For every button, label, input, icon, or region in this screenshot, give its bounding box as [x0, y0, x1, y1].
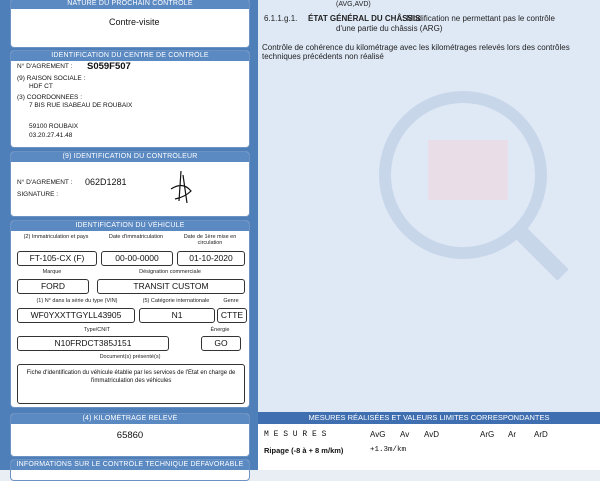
nature-value: Contre-visite	[109, 17, 160, 27]
raison-value: HDF CT	[29, 83, 53, 90]
right-column	[258, 0, 600, 470]
designation-value: TRANSIT CUSTOM	[97, 279, 245, 294]
col-arg: ArG	[480, 430, 495, 439]
marque-value: FORD	[17, 279, 89, 294]
col-avg: AvG	[370, 430, 386, 439]
item-text1: : Modification ne permettant pas le contrôle	[402, 14, 555, 23]
mesures-header: MESURES RÉALISÉES ET VALEURS LIMITES CORRESPONDANTES	[258, 412, 600, 424]
note-line1: Contrôle de cohérence du kilométrage avec les kilométrages relevés lors des contrôles	[262, 43, 570, 52]
col-av: Av	[400, 430, 410, 439]
immat-value: FT-105-CX (F)	[17, 251, 97, 266]
centre-panel	[10, 50, 250, 148]
vin-label: (1) N° dans la série du type (VIN)	[36, 298, 118, 304]
vehicule-panel	[10, 220, 250, 408]
top-partial-text: (AVG,AVD)	[336, 1, 371, 8]
centre-agrement-value: S059F507	[87, 61, 131, 72]
designation-label: Désignation commerciale	[139, 269, 201, 275]
docs-text: Fiche d'identification du véhicule établie par les services de l'Etat en charge de l'immatriculation des véhicules	[17, 364, 245, 404]
date-first-label: Date de 1ère mise en circulation	[183, 234, 237, 246]
nature-panel	[10, 0, 250, 48]
energie-label: Énergie	[210, 327, 230, 333]
col-ar: Ar	[508, 430, 516, 439]
controleur-header: (9) IDENTIFICATION DU CONTRÔLEUR	[11, 152, 249, 162]
ripage-value: +1.3m/km	[370, 446, 407, 454]
left-column	[0, 0, 258, 470]
immat-label: (2) Immatriculation et pays	[23, 234, 89, 240]
address-line1: 7 BIS RUE ISABEAU DE ROUBAIX	[29, 102, 133, 109]
col-avd: AvD	[424, 430, 439, 439]
item-code: 6.1.1.g.1.	[264, 14, 298, 23]
genre-label: Genre	[223, 298, 239, 304]
mesures-table	[258, 424, 600, 470]
signature-label: SIGNATURE :	[17, 191, 59, 198]
date-immat-label: Date d'immatriculation	[108, 234, 164, 240]
genre-value: CTTE	[217, 308, 247, 323]
centre-agrement-label: N° D'AGREMENT :	[17, 63, 73, 70]
date-immat-value: 00-00-0000	[101, 251, 173, 266]
controleur-panel	[10, 151, 250, 217]
coord-label: (3) COORDONNEES :	[17, 94, 83, 101]
col-ard: ArD	[534, 430, 548, 439]
energie-value: GO	[201, 336, 241, 351]
signature-image	[161, 167, 201, 207]
docs-label: Document(s) présenté(s)	[99, 354, 161, 360]
categorie-label: (5) Catégorie internationale	[142, 298, 210, 304]
ripage-label: Ripage (-8 à + 8 m/km)	[264, 446, 344, 455]
marque-label: Marque	[42, 269, 62, 275]
kilometrage-panel	[10, 413, 250, 457]
type-value: N10FRDCT385J151	[17, 336, 169, 351]
controleur-agrement-label: N° D'AGREMENT :	[17, 179, 73, 186]
vin-value: WF0YXXTTGYLL43905	[17, 308, 135, 323]
nature-header: NATURE DU PROCHAIN CONTRÔLE	[11, 0, 249, 9]
raison-label: (9) RAISON SOCIALE :	[17, 75, 86, 82]
date-first-value: 01-10-2020	[177, 251, 245, 266]
item-title: ÉTAT GÉNÉRAL DU CHÂSSIS	[308, 14, 421, 23]
categorie-value: N1	[139, 308, 215, 323]
type-label: Type/CNIT	[83, 327, 111, 333]
phone-number: 03.20.27.41.48	[29, 132, 73, 139]
kilometrage-value: 65860	[116, 430, 144, 441]
magnifier-watermark-icon	[368, 80, 568, 280]
note-line2: techniques précédents non réalisé	[262, 52, 384, 61]
item-text2: d'une partie du châssis (ARG)	[336, 24, 443, 33]
controleur-agrement-value: 062D1281	[85, 177, 127, 187]
infos-header: INFORMATIONS SUR LE CONTRÔLE TECHNIQUE DÉFAVORABLE	[11, 460, 249, 470]
address-line2: 59100 ROUBAIX	[29, 123, 79, 130]
centre-header: IDENTIFICATION DU CENTRE DE CONTRÔLE	[11, 51, 249, 61]
vehicule-header: IDENTIFICATION DU VÉHICULE	[11, 221, 249, 231]
mesures-label: M E S U R E S	[264, 430, 327, 439]
kilometrage-header: (4) KILOMÉTRAGE RELEVÉ	[11, 414, 249, 424]
infos-panel	[10, 459, 250, 481]
